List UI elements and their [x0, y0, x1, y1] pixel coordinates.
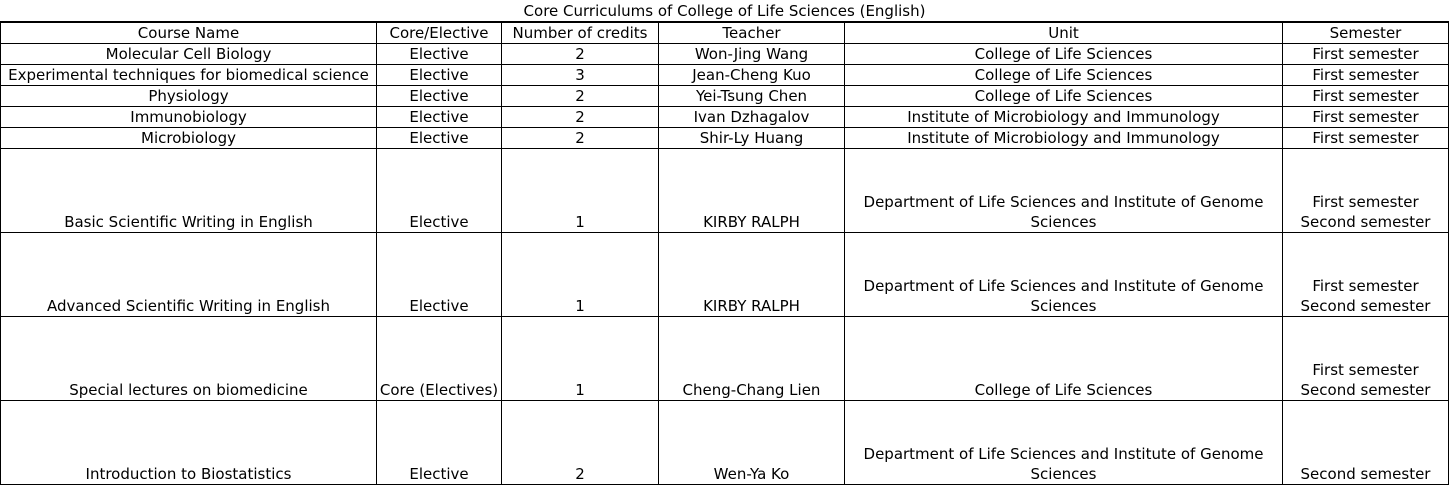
cell-course-name: Immunobiology	[1, 107, 377, 128]
header-row	[1, 22, 1449, 44]
cell-credits: 2	[502, 86, 659, 107]
table-row	[1, 317, 1449, 401]
cell-teacher: Yei-Tsung Chen	[659, 86, 845, 107]
cell-teacher: Cheng-Chang Lien	[659, 317, 845, 401]
table-row	[1, 86, 1449, 107]
cell-unit-line: College of Life Sciences	[974, 381, 1153, 399]
cell-credits: 1	[502, 233, 659, 317]
header-unit: Unit	[845, 22, 1283, 44]
table-row	[1, 128, 1449, 149]
cell-credits: 2	[502, 401, 659, 485]
cell-unit-line: Institute of Microbiology and Immunology	[907, 108, 1220, 126]
table-row	[1, 44, 1449, 65]
cell-semester	[1283, 317, 1449, 401]
cell-semester	[1283, 128, 1449, 149]
cell-semester-line: First semester	[1312, 193, 1419, 211]
cell-course-name: Microbiology	[1, 128, 377, 149]
cell-unit-line: College of Life Sciences	[974, 45, 1153, 63]
cell-core-elective: Elective	[377, 149, 502, 233]
table-row	[1, 233, 1449, 317]
cell-unit	[845, 128, 1283, 149]
cell-course-name: Molecular Cell Biology	[1, 44, 377, 65]
cell-unit-line: Sciences	[1030, 465, 1097, 483]
cell-unit-line: Institute of Microbiology and Immunology	[907, 129, 1220, 147]
cell-core-elective: Core (Electives)	[377, 317, 502, 401]
cell-semester	[1283, 65, 1449, 86]
cell-unit-line: Department of Life Sciences and Institute of Genome	[863, 445, 1264, 463]
cell-credits: 2	[502, 107, 659, 128]
cell-semester-line: First semester	[1312, 45, 1419, 63]
cell-semester	[1283, 44, 1449, 65]
cell-semester	[1283, 401, 1449, 485]
cell-semester-line: Second semester	[1300, 465, 1431, 483]
cell-unit	[845, 233, 1283, 317]
title-row	[1, 0, 1449, 22]
cell-teacher: Wen-Ya Ko	[659, 401, 845, 485]
cell-teacher: Shir-Ly Huang	[659, 128, 845, 149]
cell-course-name: Introduction to Biostatistics	[1, 401, 377, 485]
cell-semester-line: First semester	[1312, 108, 1419, 126]
header-core-elective: Core/Elective	[377, 22, 502, 44]
cell-core-elective: Elective	[377, 401, 502, 485]
cell-teacher: Jean-Cheng Kuo	[659, 65, 845, 86]
table-row	[1, 107, 1449, 128]
cell-semester-line: First semester	[1312, 66, 1419, 84]
cell-core-elective: Elective	[377, 128, 502, 149]
cell-teacher: KIRBY RALPH	[659, 233, 845, 317]
table-row	[1, 65, 1449, 86]
cell-credits: 2	[502, 128, 659, 149]
cell-core-elective: Elective	[377, 86, 502, 107]
cell-teacher: Won-Jing Wang	[659, 44, 845, 65]
cell-semester-line: First semester	[1312, 277, 1419, 295]
cell-teacher: Ivan Dzhagalov	[659, 107, 845, 128]
cell-unit	[845, 86, 1283, 107]
cell-semester	[1283, 107, 1449, 128]
cell-unit	[845, 44, 1283, 65]
cell-semester-line: First semester	[1312, 87, 1419, 105]
cell-unit-line: Department of Life Sciences and Institute of Genome	[863, 277, 1264, 295]
cell-core-elective: Elective	[377, 233, 502, 317]
cell-unit	[845, 65, 1283, 86]
cell-credits: 2	[502, 44, 659, 65]
cell-semester-line: Second semester	[1300, 297, 1431, 315]
cell-credits: 1	[502, 149, 659, 233]
cell-course-name: Special lectures on biomedicine	[1, 317, 377, 401]
cell-unit	[845, 107, 1283, 128]
cell-course-name: Experimental techniques for biomedical science	[1, 65, 377, 86]
cell-semester-line: First semester	[1312, 361, 1419, 379]
header-teacher: Teacher	[659, 22, 845, 44]
header-semester: Semester	[1283, 22, 1449, 44]
cell-credits: 1	[502, 317, 659, 401]
table-body	[1, 0, 1449, 485]
header-credits: Number of credits	[502, 22, 659, 44]
cell-unit-line: College of Life Sciences	[974, 66, 1153, 84]
cell-course-name: Basic Scientific Writing in English	[1, 149, 377, 233]
cell-core-elective: Elective	[377, 65, 502, 86]
cell-course-name: Advanced Scientific Writing in English	[1, 233, 377, 317]
cell-semester	[1283, 86, 1449, 107]
cell-teacher: KIRBY RALPH	[659, 149, 845, 233]
cell-unit	[845, 401, 1283, 485]
cell-semester-line: Second semester	[1300, 213, 1431, 231]
cell-core-elective: Elective	[377, 44, 502, 65]
cell-unit-line: Department of Life Sciences and Institute of Genome	[863, 193, 1264, 211]
table-row	[1, 149, 1449, 233]
table-row	[1, 401, 1449, 485]
cell-semester-line: First semester	[1312, 129, 1419, 147]
cell-unit-line: College of Life Sciences	[974, 87, 1153, 105]
cell-semester	[1283, 149, 1449, 233]
table-title: Core Curriculums of College of Life Sciences (English)	[1, 0, 1449, 22]
cell-semester	[1283, 233, 1449, 317]
cell-unit-line: Sciences	[1030, 213, 1097, 231]
cell-semester-line: Second semester	[1300, 381, 1431, 399]
cell-core-elective: Elective	[377, 107, 502, 128]
cell-credits: 3	[502, 65, 659, 86]
header-course-name: Course Name	[1, 22, 377, 44]
cell-unit-line: Sciences	[1030, 297, 1097, 315]
cell-unit	[845, 149, 1283, 233]
cell-course-name: Physiology	[1, 86, 377, 107]
cell-unit	[845, 317, 1283, 401]
